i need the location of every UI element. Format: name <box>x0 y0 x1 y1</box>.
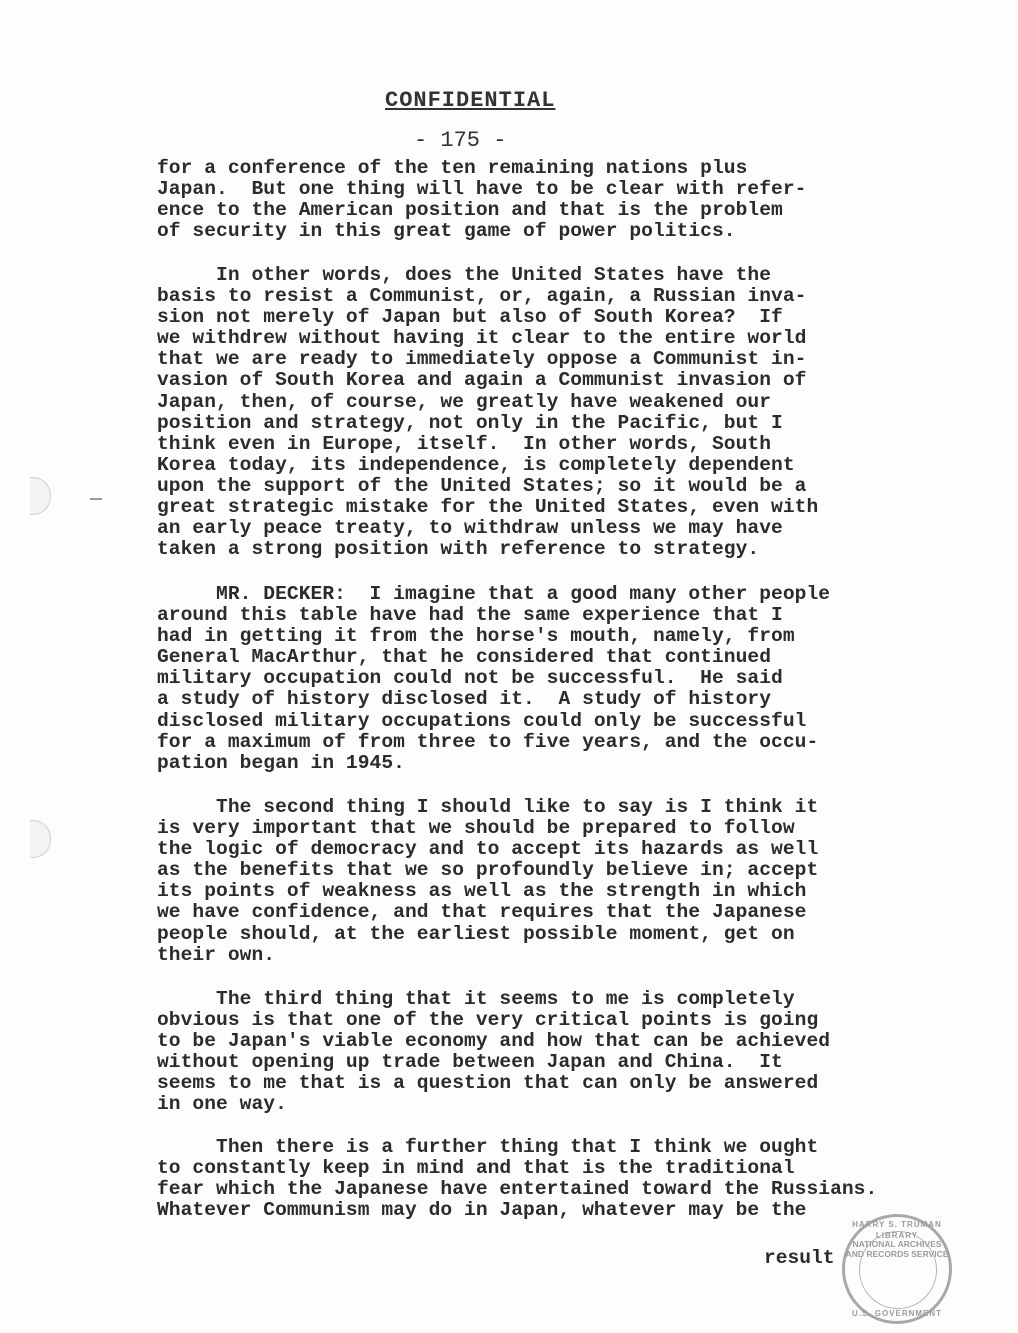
paragraph-6: Then there is a further thing that I think we ought to constantly keep in mind and that is the traditional fear which the Japanese have entertained toward the Russians. Whatever Communism may do in Japan, whatever may be the <box>157 1136 878 1222</box>
margin-mark <box>90 498 102 500</box>
stamp-center-text: NATIONAL ARCHIVES AND RECORDS SERVICE <box>845 1239 949 1259</box>
punch-hole <box>30 820 51 858</box>
paragraph-2: In other words, does the United States have the basis to resist a Communist, or, again, a Russian inva- sion not merely of Japan but also of South Korea? If we withdrew without having it clear to the entire world that we are ready to immediately oppose a Communist in- vasion of South Korea and again a Communist invasion of Japan, then, of course, we greatly have weakened our position and strategy, not only in the Pacific, but I think even in Europe, itself. In other words, South Korea today, its independence, is completely dependent upon the support of the United States; so it would be a great strategic mistake for the United States, even with an early peace treaty, to withdraw unless we may have taken a strong position with reference to strategy. <box>157 264 819 561</box>
archive-stamp <box>842 1214 952 1324</box>
paragraph-3: MR. DECKER: I imagine that a good many other people around this table have had the same experience that I had in getting it from the horse's mouth, namely, from General MacArthur, that he considered that continued military occupation could not be successful. He said a study of history disclosed it. A study of history disclosed military occupations could only be successful for a maximum of from three to five years, and the occu- pation began in 1945. <box>157 583 831 774</box>
classification-header: CONFIDENTIAL <box>385 88 556 113</box>
paragraph-1: for a conference of the ten remaining nations plus Japan. But one thing will have to be clear with refer- ence to the American position and that is the problem of security in this great game of power politics. <box>157 157 807 243</box>
paragraph-4: The second thing I should like to say is I think it is very important that we should be prepared to follow the logic of democracy and to accept its hazards as well as the benefits that we so profoundly believe in; accept its points of weakness as well as the strength in which we have confidence, and that requires that the Japanese people should, at the earliest possible moment, get on their own. <box>157 796 819 966</box>
continuation-word: result <box>764 1247 835 1269</box>
stamp-bottom-text: U.S. GOVERNMENT <box>851 1309 943 1318</box>
paragraph-5: The third thing that it seems to me is completely obvious is that one of the very critical points is going to be Japan's viable economy and how that can be achieved without opening up trade between Japan and China. It seems to me that is a question that can only be answered in one way. <box>157 988 831 1116</box>
punch-hole <box>30 477 51 515</box>
stamp-top-text: HARRY S. TRUMAN LIBRARY <box>852 1220 942 1240</box>
page-number: - 175 - <box>414 128 507 153</box>
